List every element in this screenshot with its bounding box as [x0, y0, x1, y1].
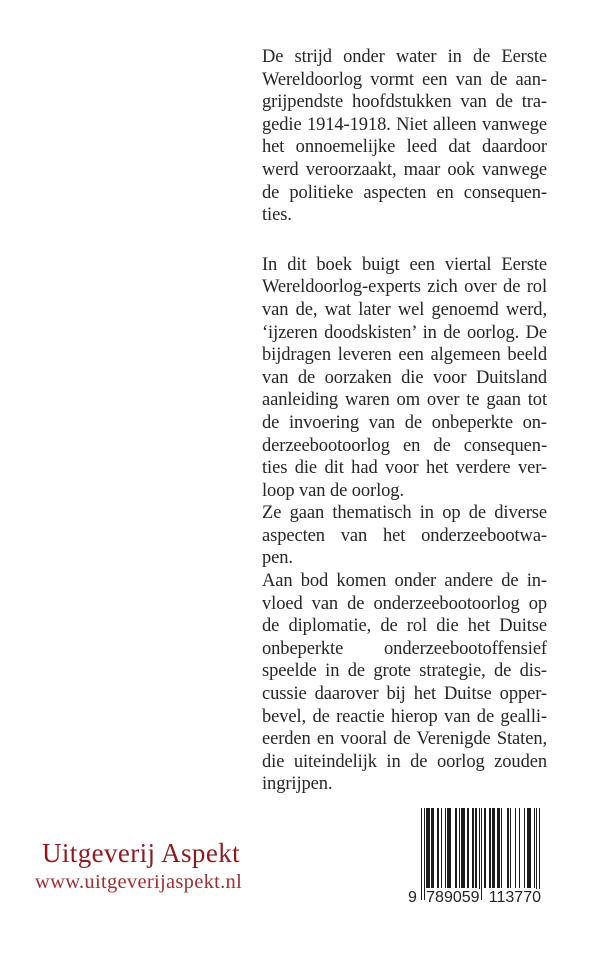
text-line: Ze gaan thematisch in op de diverse — [262, 503, 547, 524]
barcode-bars — [421, 808, 541, 900]
text-line: De strijd onder water in de Eerste — [262, 47, 547, 67]
text-line: de diplomatie, de rol die het Duitse — [262, 616, 547, 637]
text-line: derzeebootoorlog en de consequen- — [262, 435, 547, 456]
text-line: pen. — [262, 548, 293, 569]
text-line: bijdragen leveren een algemeen beeld — [262, 345, 547, 366]
paragraph — [262, 502, 547, 570]
text-line: grijpendste hoofdstukken van de tra- — [262, 92, 547, 113]
isbn-digit-group: 113770 — [488, 889, 541, 906]
paragraph — [262, 570, 547, 796]
text-line: In dit boek buigt een viertal Eerste — [262, 254, 547, 275]
paragraph — [262, 46, 547, 227]
text-line: ingrijpen. — [262, 774, 333, 795]
text-line: Wereldoorlog vormt een van de aan- — [262, 69, 547, 90]
text-line: loop van de oorlog. — [262, 480, 404, 501]
barcode-module — [539, 808, 540, 900]
isbn-barcode — [408, 808, 541, 906]
text-line: eerden en vooral de Verenigde Staten, — [262, 729, 547, 750]
paragraph — [262, 254, 547, 503]
text-line: Aan bod komen onder andere de in- — [262, 571, 547, 592]
text-line: het onnoemelijke leed dat daardoor — [262, 137, 547, 158]
text-line: Wereldoorlog-experts zich over de rol — [262, 277, 547, 298]
text-line: ties. — [262, 205, 292, 226]
text-line: de invoering van de onbeperkte on- — [262, 412, 547, 433]
text-line: de politieke aspecten en consequen- — [262, 182, 547, 203]
text-line: ties die dit had voor het verdere ver- — [262, 458, 547, 479]
text-line: gedie 1914-1918. Niet alleen vanwege — [262, 114, 547, 135]
publisher-website: www.uitgeverijaspekt.nl — [35, 871, 243, 893]
text-line: onbeperkte onderzeebootoffensief — [262, 638, 547, 659]
isbn-digit-group: 9 — [408, 889, 417, 906]
isbn-digit-group: 789059 — [426, 889, 480, 906]
blurb-text — [262, 46, 547, 796]
isbn-number — [407, 889, 542, 907]
publisher-name: Uitgeverij Aspekt — [42, 838, 241, 868]
text-line: die uiteindelijk in de oorlog zouden — [262, 751, 547, 772]
text-line: aspecten van het onderzeebootwa- — [262, 525, 547, 546]
text-line: speelde in de grote strategie, de dis- — [262, 661, 547, 682]
text-line: van de oorzaken die voor Duitsland — [262, 367, 547, 388]
text-line: ‘ijzeren doodskisten’ in de oorlog. De — [262, 322, 547, 343]
text-line: cussie daarover bij het Duitse opper- — [262, 684, 547, 705]
text-line: van de, wat later wel genoemd werd, — [262, 299, 547, 320]
text-line: bevel, de reactie hierop van de gealli- — [262, 706, 547, 727]
text-line: aanleiding waren om over te gaan tot — [262, 390, 547, 411]
text-line: vloed van de onderzeebootoorlog op — [262, 593, 547, 614]
text-line: werd veroorzaakt, maar ook vanwege — [262, 159, 547, 180]
